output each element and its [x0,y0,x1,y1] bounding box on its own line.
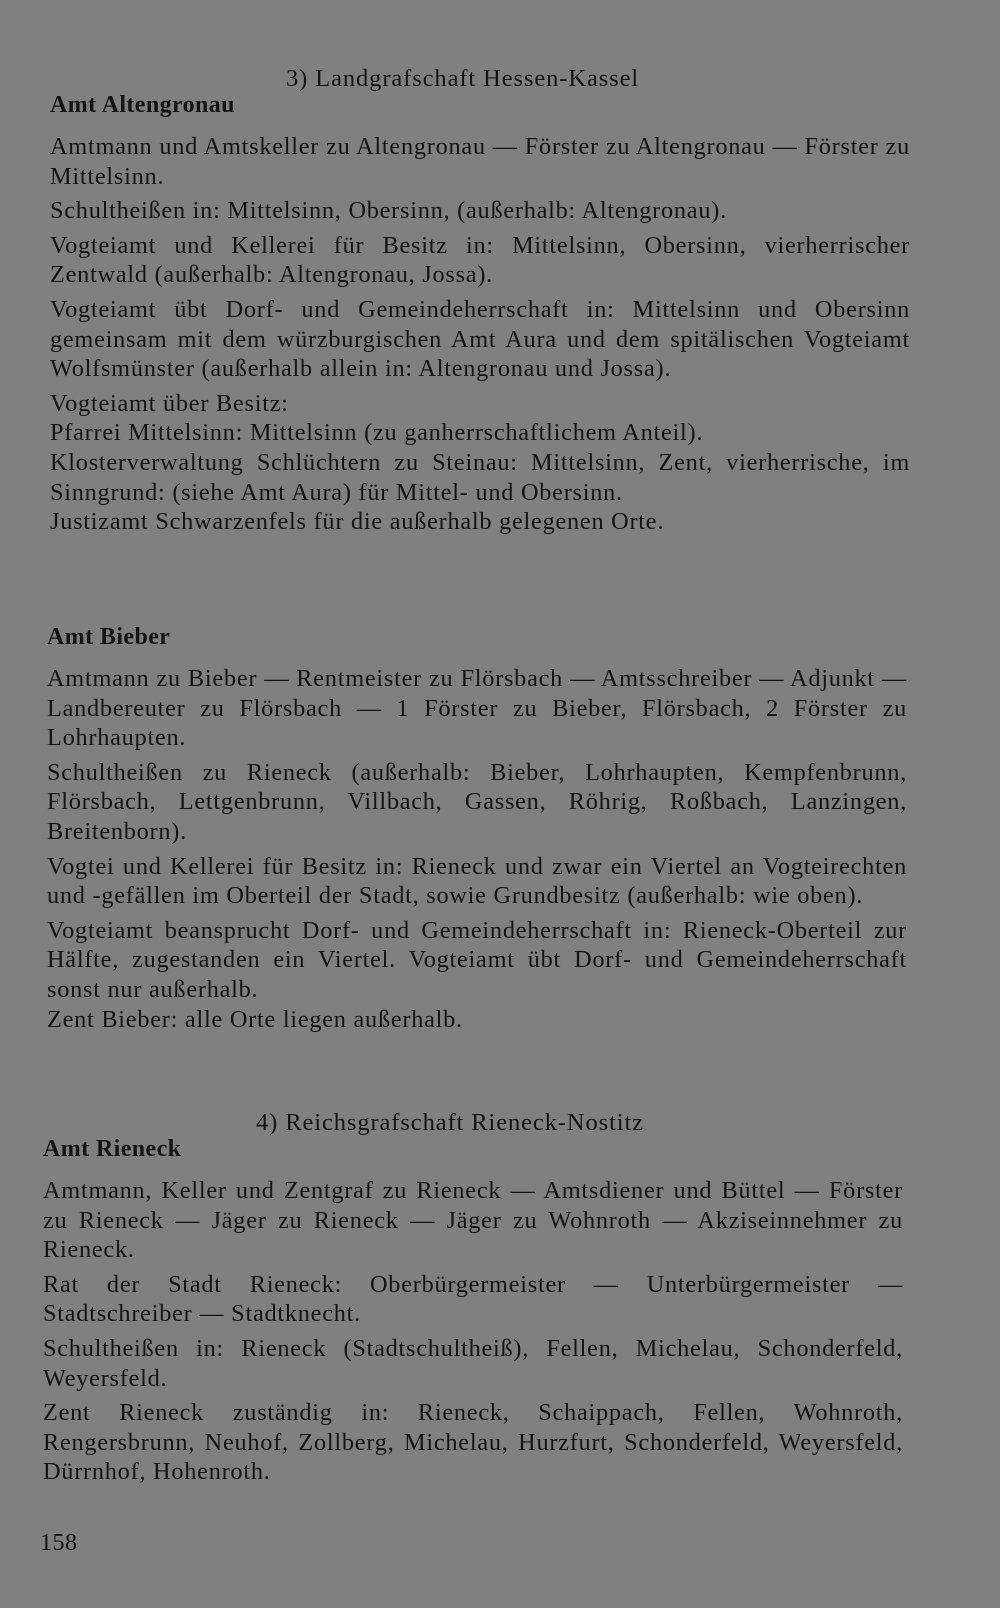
paragraph: Justizamt Schwarzenfels für die außerhalb gelegenen Orte. [50,508,665,536]
paragraph: Rat der Stadt Rieneck: Oberbürgermeister — Unterbürgermeister — Stadtschreiber — Stadtknecht. [43,1270,903,1328]
section-heading: 3) Landgrafschaft Hessen-Kassel [286,65,640,92]
paragraph: Amtmann zu Bieber — Rentmeister zu Flörsbach — Amtsschreiber — Adjunkt — Landbereuter zu Flörsbach — 1 Förster zu Bieber, Flörsbach, 2 Förster zu Lohrhaupten. [47,665,907,752]
page-number: 158 [40,1530,78,1556]
paragraph: Zent Bieber: alle Orte liegen außerhalb. [47,1005,463,1033]
paragraph: Vogteiamt übt Dorf- und Gemeindeherrschaft in: Mittelsinn und Obersinn gemeinsam mit dem würzburgischen Amt Aura und dem spitälischen Vogteiamt Wolfsmünster (außerhalb allein in: Altengronau und Jossa). [50,295,910,383]
section-hessen-kassel [50,64,910,537]
section-amt-bieber [47,622,907,1034]
paragraph: Klosterverwaltung Schlüchtern zu Steinau: Mittelsinn, Zent, vierherrische, im Sinngrund: (siehe Amt Aura) für Mittel- und Obersinn. [50,448,910,506]
paragraph: Vogtei und Kellerei für Besitz in: Rieneck und zwar ein Viertel an Vogteirechten und -gefällen im Oberteil der Stadt, sowie Grundbesitz (außerhalb: wie oben). [47,852,907,910]
paragraph: Amtmann, Keller und Zentgraf zu Rieneck — Amtsdiener und Büttel — Förster zu Rieneck — Jäger zu Rieneck — Jäger zu Wohnroth — Akziseinnehmer zu Rieneck. [43,1177,903,1264]
paragraph: Vogteiamt über Besitz: [50,389,289,417]
section-heading: 4) Reichsgrafschaft Rieneck-Nostitz [256,1109,644,1136]
paragraph: Pfarrei Mittelsinn: Mittelsinn (zu ganherrschaftlichem Anteil). [50,419,704,447]
paragraph: Amtmann und Amtskeller zu Altengronau — Förster zu Altengronau — Förster zu Mittelsinn. [50,133,910,190]
amt-title: Amt Altengronau [50,92,235,118]
section-rieneck-nostitz [43,1108,903,1487]
paragraph: Zent Rieneck zuständig in: Rieneck, Schaippach, Fellen, Wohnroth, Rengersbrunn, Neuhof, Zollberg, Michelau, Hurzfurt, Schonderfeld, Weyersfeld, Dürrnhof, Hohenroth. [43,1399,903,1486]
paragraph: Schultheißen zu Rieneck (außerhalb: Bieber, Lohrhaupten, Kempfenbrunn, Flörsbach, Lettgenbrunn, Villbach, Gassen, Röhrig, Roßbach, Lanzingen, Breitenborn). [47,758,907,845]
amt-title: Amt Rieneck [43,1136,182,1162]
paragraph: Schultheißen in: Rieneck (Stadtschultheiß), Fellen, Michelau, Schonderfeld, Weyersfeld. [43,1334,903,1392]
paragraph: Schultheißen in: Mittelsinn, Obersinn, (außerhalb: Altengronau). [50,197,727,225]
amt-title: Amt Bieber [47,624,171,650]
paragraph: Vogteiamt und Kellerei für Besitz in: Mittelsinn, Obersinn, vierherrischer Zentwald (außerhalb: Altengronau, Jossa). [50,231,910,289]
paragraph: Vogteiamt beansprucht Dorf- und Gemeindeherrschaft in: Rieneck-Oberteil zur Hälfte, zugestanden ein Viertel. Vogteiamt übt Dorf- und Gemeindeherrschaft sonst nur außerhalb. [47,916,907,1003]
